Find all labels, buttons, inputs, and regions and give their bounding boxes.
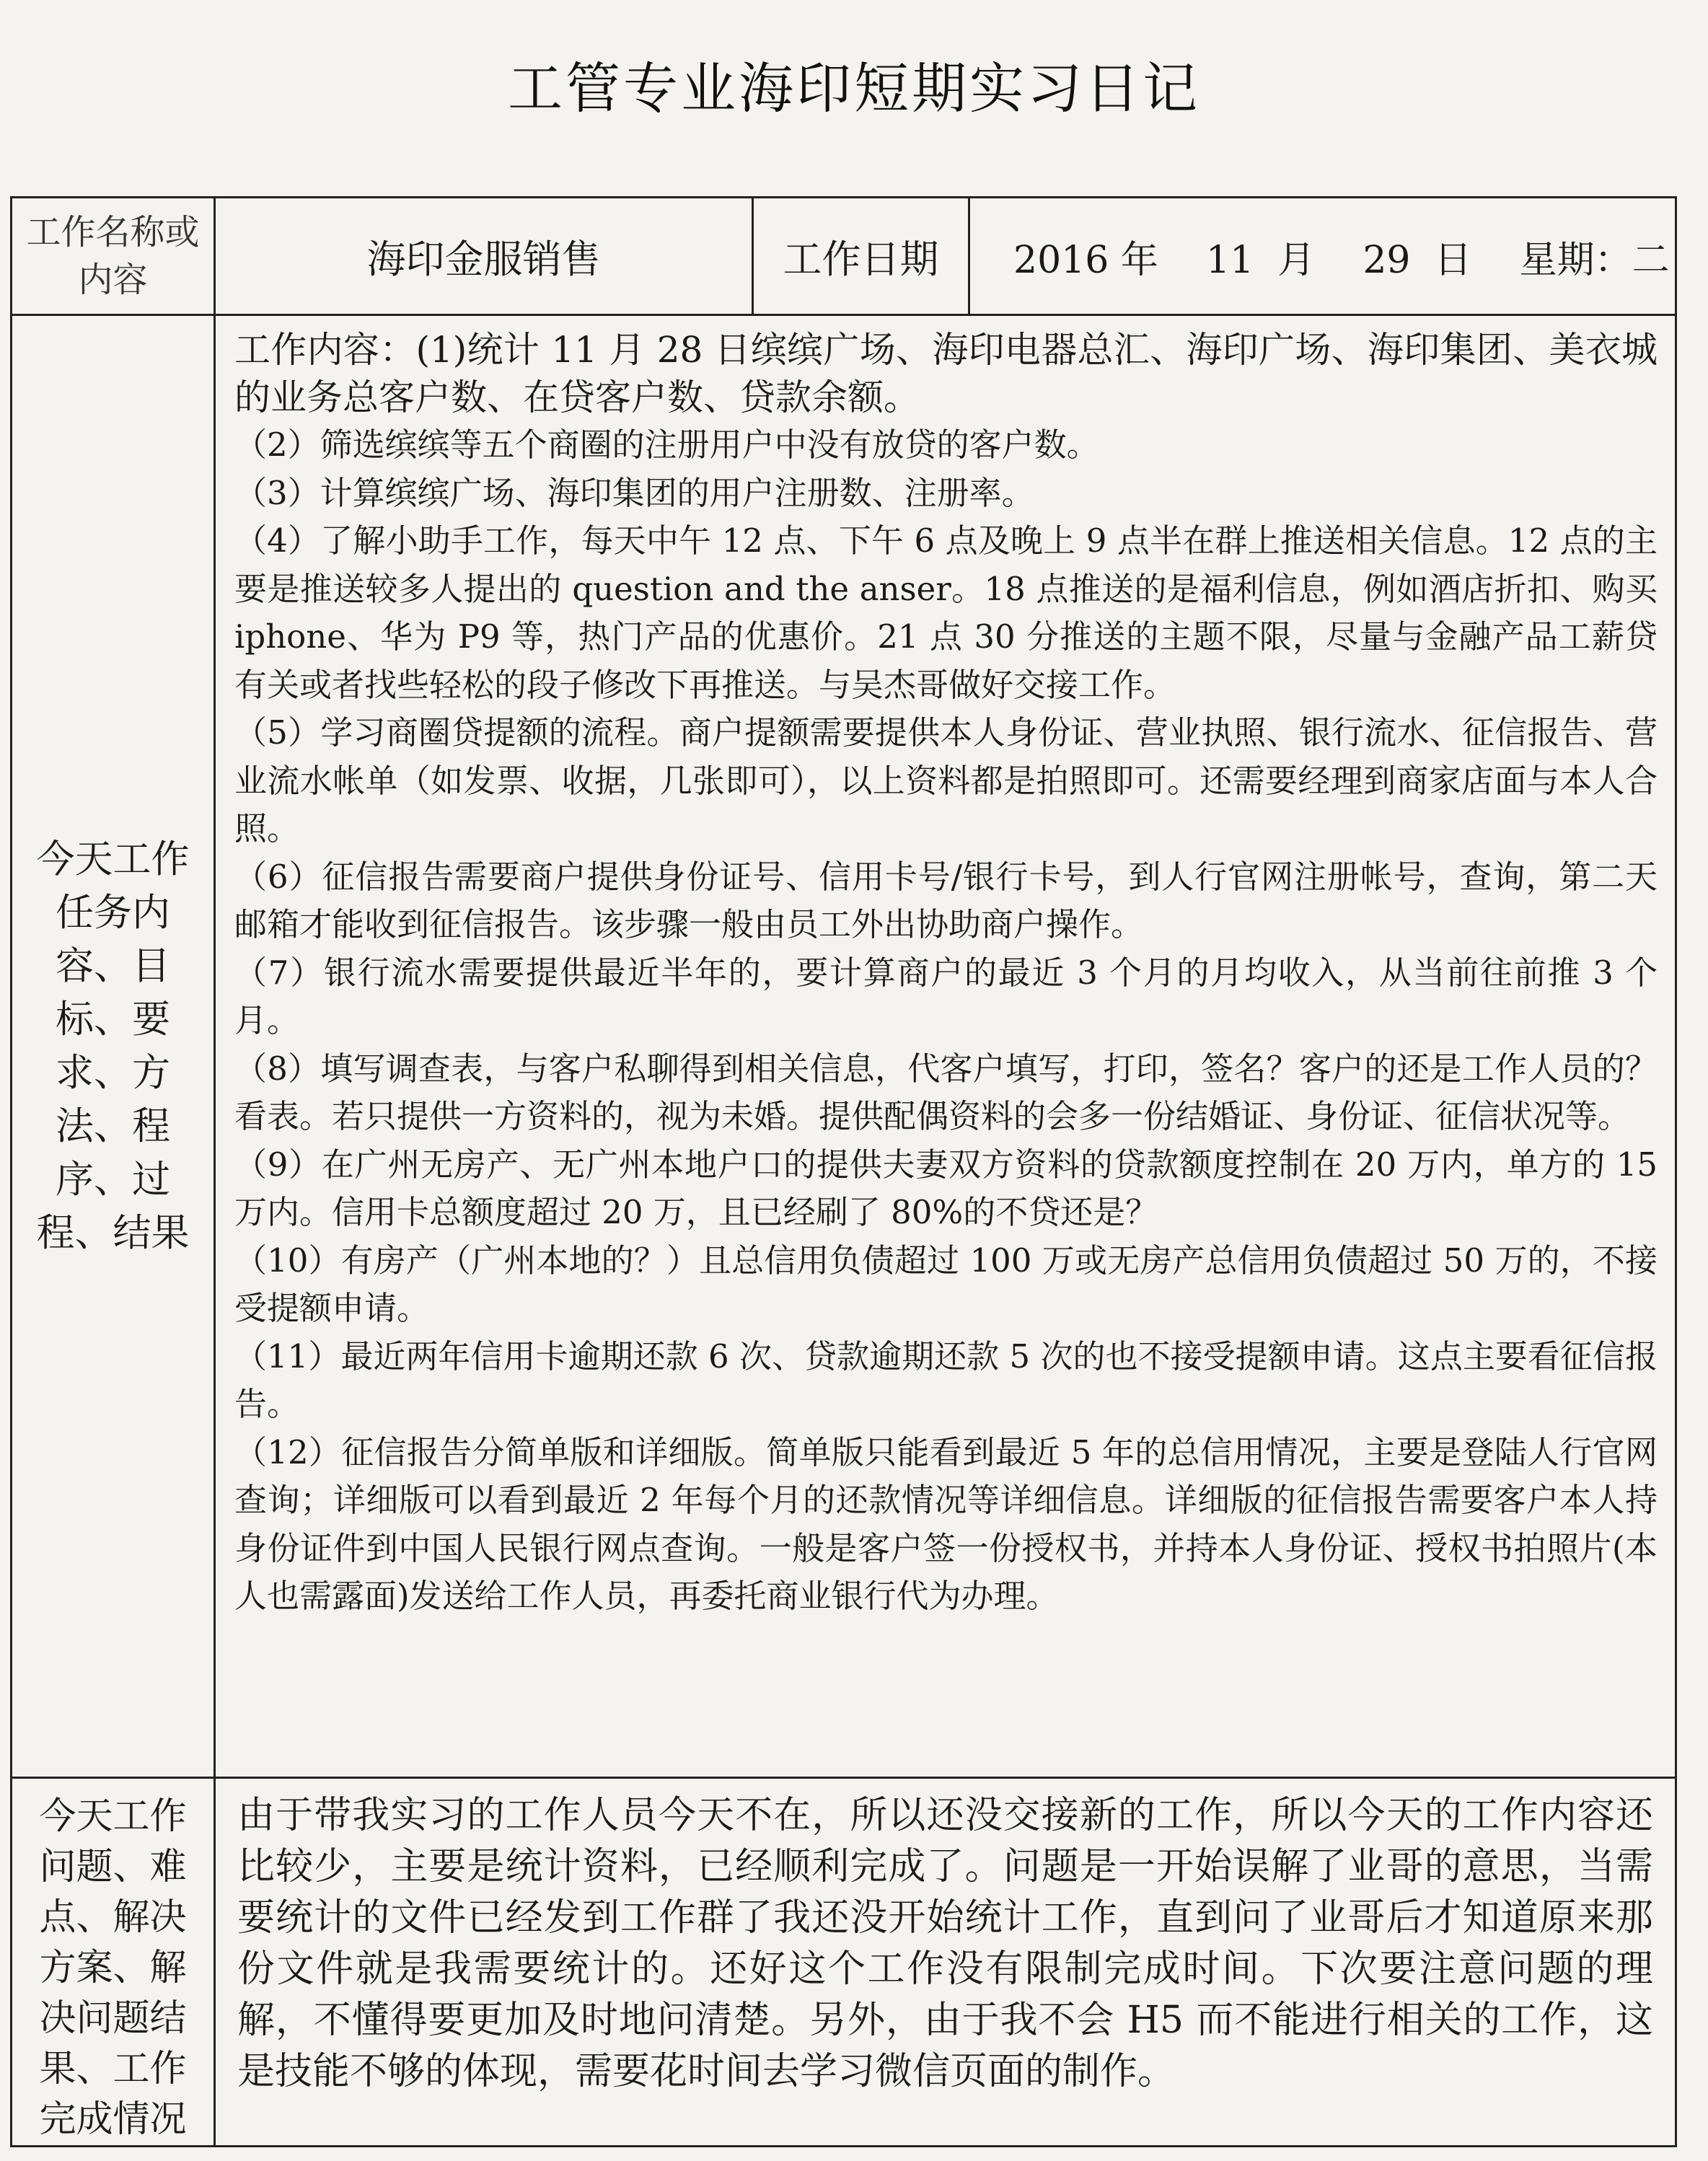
task-paragraph: （5）学习商圈贷提额的流程。商户提额需要提供本人身份证、营业执照、银行流水、征信报告、营业流水帐单（如发票、收据，几张即可），以上资料都是拍照即可。还需要经理到商家店面与本人合照。 <box>234 713 1658 848</box>
task-paragraph: 工作内容：(1)统计 11 月 28 日缤缤广场、海印电器总汇、海印广场、海印集团、美衣城的业务总客户数、在贷客户数、贷款余额。 <box>234 329 1658 418</box>
task-paragraph: （11）最近两年信用卡逾期还款 6 次、贷款逾期还款 5 次的也不接受提额申请。这点主要看征信报告。 <box>234 1337 1658 1423</box>
task-paragraph: （7）银行流水需要提供最近半年的，要计算商户的最近 3 个月的月均收入，从当前往前推 3 个月。 <box>234 953 1658 1039</box>
work-date-value: 2016 年 11 月 29 日 星期：二 <box>969 198 1676 315</box>
header-row <box>12 198 1676 315</box>
page-title: 工管专业海印短期实习日记 <box>508 56 1200 120</box>
task-paragraph: （9）在广州无房产、无广州本地户口的提供夫妻双方资料的贷款额度控制在 20 万内，单方的 15 万内。信用卡总额度超过 20 万，且已经刷了 80%的不贷还是？ <box>234 1145 1658 1231</box>
tasks-content <box>215 315 1676 1778</box>
task-paragraph: （4）了解小助手工作，每天中午 12 点、下午 6 点及晚上 9 点半在群上推送相关信息。12 点的主要是推送较多人提出的 question and the anser。18 点推送的是福利信息，例如酒店折扣、购买 iphone、华为 P9 等，热门产品的优惠价。21 点 30 分推送的主题不限，尽量与金融产品工薪贷有关或者找些轻松的段子修改下再推送。与吴杰哥做好交接工作。 <box>234 521 1658 704</box>
task-paragraph: （8）填写调查表，与客户私聊得到相关信息，代客户填写，打印，签名？客户的还是工作人员的？看表。若只提供一方资料的，视为未婚。提供配偶资料的会多一份结婚证、身份证、征信状况等。 <box>234 1049 1658 1135</box>
problems-content: 由于带我实习的工作人员今天不在，所以还没交接新的工作，所以今天的工作内容还比较少，主要是统计资料，已经顺利完成了。问题是一开始误解了业哥的意思，当需要统计的文件已经发到工作群了我还没开始统计工作，直到问了业哥后才知道原来那份文件就是我需要统计的。还好这个工作没有限制完成时间。下次要注意问题的理解，不懂得要更加及时地问清楚。另外，由于我不会 H5 而不能进行相关的工作，这是技能不够的体现，需要花时间去学习微信页面的制作。 <box>215 1778 1676 2147</box>
work-date-label: 工作日期 <box>753 198 969 315</box>
task-paragraph: （3）计算缤缤广场、海印集团的用户注册数、注册率。 <box>234 473 1034 512</box>
work-name-value: 海印金服销售 <box>215 198 753 315</box>
problems-label: 今天工作问题、难点、解决方案、解决问题结果、工作完成情况 <box>12 1778 215 2147</box>
tasks-row <box>12 315 1676 1778</box>
task-paragraph: （12）征信报告分简单版和详细版。简单版只能看到最近 5 年的总信用情况，主要是登陆人行官网查询；详细版可以看到最近 2 年每个月的还款情况等详细信息。详细版的征信报告需要客户本人持身份证件到中国人民银行网点查询。一般是客户签一份授权书，并持本人身份证、授权书拍照片(本人也需露面)发送给工作人员，再委托商业银行代为办理。 <box>234 1432 1658 1615</box>
task-paragraph: （10）有房产（广州本地的？）且总信用负债超过 100 万或无房产总信用负债超过 50 万的，不接受提额申请。 <box>234 1241 1658 1327</box>
task-paragraph: （2）筛选缤缤等五个商圈的注册用户中没有放贷的客户数。 <box>234 426 1099 464</box>
task-paragraph: （6）征信报告需要商户提供身份证号、信用卡号/银行卡号，到人行官网注册帐号，查询，第二天邮箱才能收到征信报告。该步骤一般由员工外出协助商户操作。 <box>234 857 1658 943</box>
diary-table <box>10 196 1677 2147</box>
tasks-label: 今天工作任务内容、目标、要求、方法、程序、过程、结果 <box>12 315 215 1778</box>
problems-row <box>12 1778 1676 2147</box>
work-name-label: 工作名称或内容 <box>12 198 215 315</box>
